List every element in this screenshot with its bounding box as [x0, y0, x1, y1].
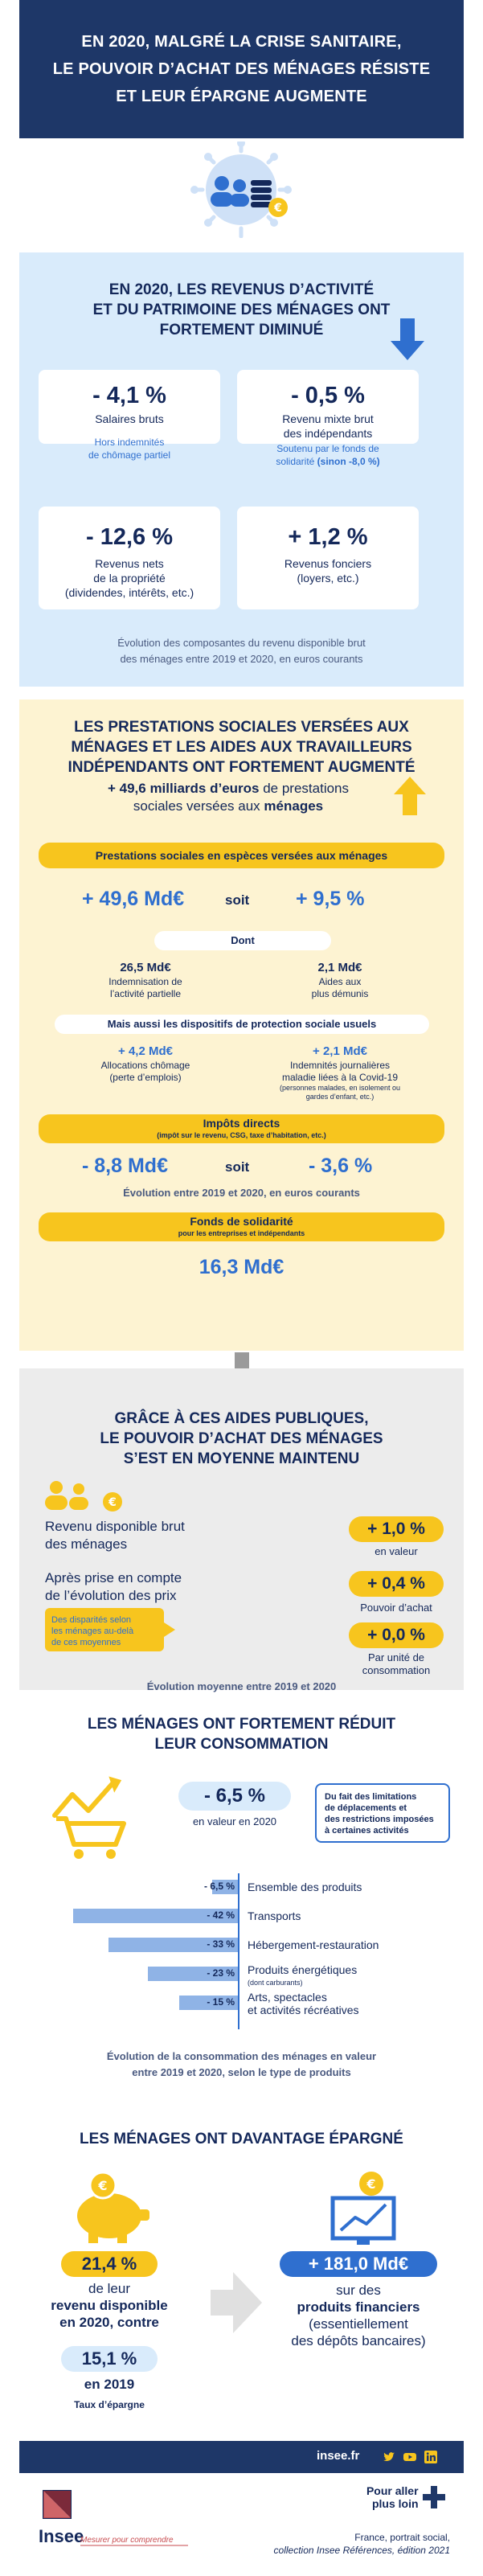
- virus-people-coins-icon: [175, 142, 308, 238]
- dont-item-activite: 26,5 Md€ Indemnisation de l’activité partielle: [108, 961, 182, 999]
- consumption-note: Du fait des limitations de déplacements et des restrictions imposées à certaines activités: [315, 1783, 450, 1843]
- revenu-label: Revenu disponible brut des ménages: [45, 1519, 185, 1552]
- savings-title: LES MÉNAGES ONT DAVANTAGE ÉPARGNÉ: [80, 2131, 403, 2147]
- pouvoir-achat-sub: Pouvoir d’achat: [360, 1602, 432, 1614]
- svg-text:€: €: [274, 202, 282, 215]
- savings-rate-2020: 21,4 %: [61, 2251, 158, 2277]
- site-link[interactable]: insee.fr: [317, 2449, 360, 2463]
- fonds-value: 16,3 Md€: [199, 1256, 284, 1278]
- prestations-pill: Prestations sociales en espèces versées aux ménages: [39, 843, 444, 868]
- consumption-bar-chart: [19, 1873, 464, 2034]
- savings-rate-text: de leur revenu disponible en 2020, contre: [51, 2281, 168, 2330]
- bar-value-label: - 33 %: [207, 1938, 235, 1950]
- pouvoir-achat-value: + 0,4 %: [349, 1571, 444, 1597]
- people-coin-icon: [45, 1479, 133, 1518]
- footer-source: France, portrait social, collection Insee Références, édition 2021: [273, 2532, 450, 2556]
- soit-label-2: soit: [225, 1159, 250, 1175]
- shopping-cart-icon: [50, 1774, 138, 1862]
- youtube-icon[interactable]: [403, 2451, 416, 2463]
- bar-value-label: - 15 %: [207, 1996, 235, 2008]
- insee-logo: [31, 2486, 191, 2558]
- bar-category-label: Produits énergétiques (dont carburants): [248, 1963, 358, 1987]
- bar-value-label: - 6,5 %: [203, 1881, 235, 1892]
- consumption-title: LES MÉNAGES ONT FORTEMENT RÉDUIT LEUR CONSOMMATION: [87, 1716, 396, 1753]
- impots-pct: - 3,6 %: [309, 1155, 373, 1177]
- up-arrow-icon: [394, 777, 426, 815]
- purchasing-power-title: GRÂCE À CES AIDES PUBLIQUES, LE POUVOIR D’ACHAT DES MÉNAGES S’EST EN MOYENNE MAINTENU: [100, 1410, 383, 1467]
- savings-rate-caption: Taux d’épargne: [74, 2399, 145, 2410]
- uc-value: + 0,0 %: [349, 1622, 444, 1648]
- card-propriete: - 12,6 % Revenus nets de la propriété (dividendes, intérêts, etc.): [39, 507, 220, 609]
- bar-category-label: Transports: [248, 1909, 301, 1922]
- benefits-intro: + 49,6 milliards d’euros de prestations sociales versées aux ménages: [107, 781, 350, 814]
- logo-tagline: Mesurer pour comprendre: [80, 2536, 174, 2545]
- revenu-sub: en valeur: [375, 1545, 418, 1557]
- bar-category-label: Arts, spectacles et activités récréatives: [248, 1991, 359, 2016]
- mais-item-indemnites: + 2,1 Md€ Indemnités journalières maladie liées à la Covid-19 (personnes malades, en isolement ou gardes d’enfant, etc.): [279, 1044, 401, 1101]
- down-arrow-icon: [391, 318, 424, 360]
- mais-aussi-pill: Mais aussi les dispositifs de protection sociale usuels: [55, 1015, 429, 1034]
- piggy-bank-icon: [64, 2171, 153, 2243]
- svg-text:€: €: [98, 2178, 108, 2193]
- purchasing-power-section: [19, 1368, 464, 1690]
- prestations-pct: + 9,5 %: [296, 888, 365, 910]
- consumption-value: - 6,5 %: [178, 1782, 291, 1811]
- benefits-section: [19, 699, 464, 1351]
- twitter-icon[interactable]: [383, 2451, 395, 2463]
- logo-name: Insee: [39, 2526, 84, 2546]
- prix-label: Après prise en compte de l’évolution des prix: [45, 1570, 182, 1603]
- plus-icon: [422, 2485, 446, 2509]
- chart-axis: [238, 1873, 239, 2029]
- further-reading[interactable]: Pour aller plus loin: [325, 2484, 446, 2510]
- svg-text:€: €: [366, 2176, 376, 2192]
- purchasing-caption: Évolution moyenne entre 2019 et 2020: [146, 1680, 337, 1692]
- soit-label: soit: [225, 892, 250, 908]
- header-line-3: ET LEUR ÉPARGNE AUGMENTE: [116, 88, 367, 105]
- card-fonciers: + 1,2 % Revenus fonciers (loyers, etc.): [237, 507, 419, 609]
- financial-products-text: sur des produits financiers (essentiellement des dépôts bancaires): [291, 2283, 426, 2348]
- growth-screen-icon: [325, 2166, 405, 2246]
- header-line-1: EN 2020, MALGRÉ LA CRISE SANITAIRE,: [81, 33, 402, 51]
- consumption-value-sub: en valeur en 2020: [192, 1815, 277, 1827]
- card-salaires: - 4,1 % Salaires bruts Hors indemnités de chômage partiel: [39, 370, 220, 444]
- income-caption: Évolution des composantes du revenu disponible brut des ménages entre 2019 et 2020, en euros courants: [117, 637, 366, 665]
- impots-pill: Impôts directs (impôt sur le revenu, CSG, taxe d’habitation, etc.): [39, 1114, 444, 1143]
- dont-pill: Dont: [154, 931, 331, 950]
- prestations-value: + 49,6 Md€: [82, 888, 185, 910]
- note-pointer-icon: [164, 1622, 175, 1637]
- income-section: [19, 252, 464, 687]
- impots-caption: Évolution entre 2019 et 2020, en euros courants: [123, 1187, 360, 1199]
- consumption-caption: Évolution de la consommation des ménages en valeur entre 2019 et 2020, selon le type de produits: [106, 2050, 377, 2078]
- revenu-value: + 1,0 %: [349, 1516, 444, 1542]
- financial-products-value: + 181,0 Md€: [280, 2251, 437, 2277]
- savings-rate-2019-text: en 2019: [84, 2377, 135, 2392]
- uc-sub: Par unité de consommation: [362, 1651, 431, 1676]
- page-header: [19, 0, 464, 138]
- card-independants: - 0,5 % Revenu mixte brut des indépendants Soutenu par le fonds de solidarité (sinon -8,0 %): [237, 370, 419, 444]
- footer-bar: [19, 2441, 464, 2473]
- dont-item-demunis: 2,1 Md€ Aides aux plus démunis: [311, 961, 369, 999]
- bar-category-label: Ensemble des produits: [248, 1881, 362, 1893]
- right-arrow-icon: [211, 2272, 262, 2333]
- header-line-2: LE POUVOIR D’ACHAT DES MÉNAGES RÉSISTE: [52, 60, 431, 78]
- impots-value: - 8,8 Md€: [82, 1155, 168, 1177]
- bar-value-label: - 42 %: [207, 1909, 235, 1921]
- mais-item-chomage: + 4,2 Md€ Allocations chômage (perte d’emplois): [100, 1044, 190, 1083]
- svg-text:€: €: [108, 1496, 117, 1509]
- income-title: EN 2020, LES REVENUS D’ACTIVITÉ ET DU PATRIMOINE DES MÉNAGES ONT FORTEMENT DIMINUÉ: [92, 281, 391, 338]
- benefits-title: LES PRESTATIONS SOCIALES VERSÉES AUX MÉNAGES ET LES AIDES AUX TRAVAILLEURS INDÉPENDANTS ONT FORTEMENT AUGMENTÉ: [68, 719, 415, 776]
- linkedin-icon[interactable]: [424, 2451, 437, 2463]
- disparities-note: Des disparités selon les ménages au-delà de ces moyennes: [45, 1608, 164, 1651]
- savings-rate-2019: 15,1 %: [61, 2346, 158, 2372]
- bar-category-label: Hébergement-restauration: [248, 1938, 379, 1951]
- bar-value-label: - 23 %: [207, 1967, 235, 1979]
- fonds-pill: Fonds de solidarité pour les entreprises et indépendants: [39, 1212, 444, 1241]
